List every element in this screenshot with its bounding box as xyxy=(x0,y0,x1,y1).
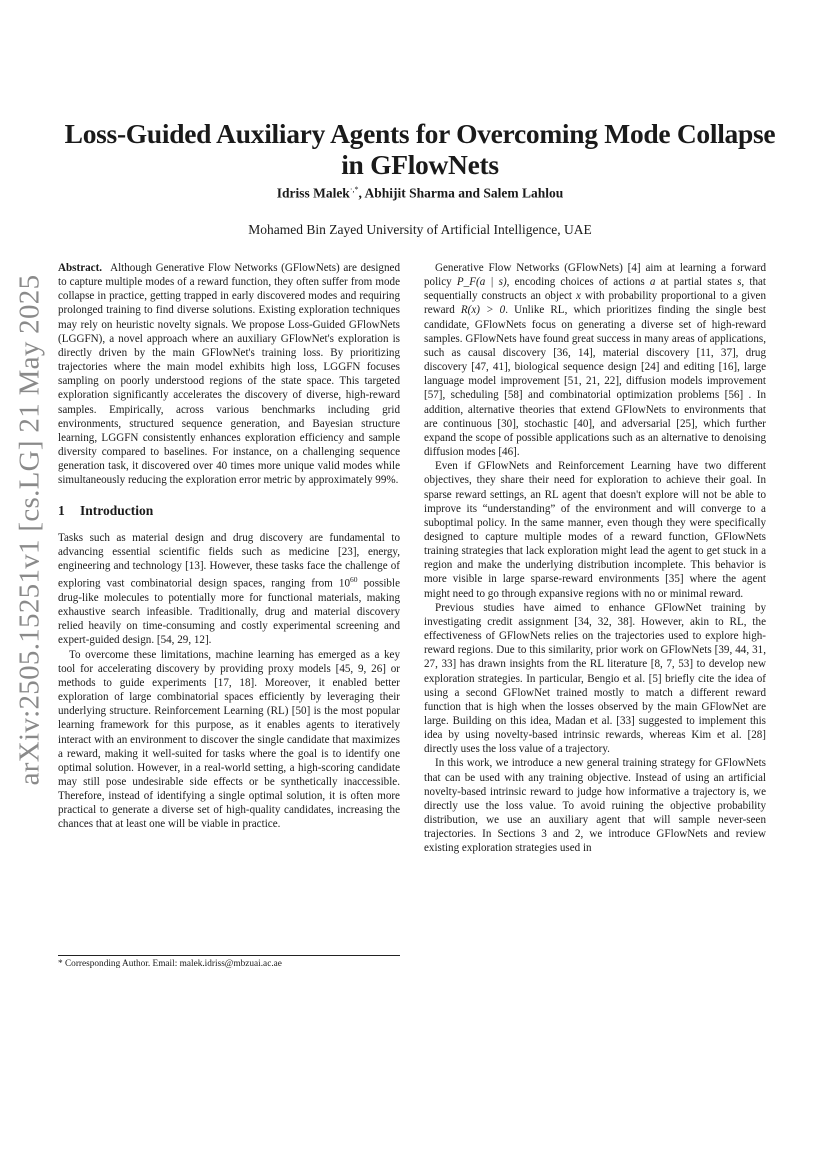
author-mark: ·,* xyxy=(349,185,359,194)
paragraph-text: at partial states xyxy=(655,276,738,289)
footnote-rule xyxy=(58,955,400,956)
abstract-label: Abstract. xyxy=(58,262,103,274)
intro-paragraph-2: To overcome these limitations, machine learning has emerged as a key tool for accelerating discovery by providing proxy models [45, 9, 26] or methods to guide experiments [17, 18]. Moreover, it enabled better exploration of large combinatorial spaces efficiently by leveraging their underlying structure. Reinforcement Learning (RL) [50] is the most popular learning framework for this purpose, as it enables agents to iteratively interact with an environment to discover the single candidate that maximizes a reward, making it well-suited for tasks where the goal is to identify one optimal solution. However, in a real-world setting, a high-scoring candidate may still pose undesirable side effects or be synthetically inaccessible. Therefore, instead of identifying a single optimal solution, it is often more practical to generate a diverse set of high-quality candidates, increasing the chances that at least one will be viable in practice. xyxy=(58,648,400,831)
first-author: Idriss Malek xyxy=(276,185,350,201)
author-list xyxy=(60,185,780,202)
intro-paragraph-5: Previous studies have aimed to enhance GFlowNet training by investigating credit assignment [34, 32, 38]. However, akin to RL, the effectiveness of GFlowNets relies on the trajectories used to explore high-reward regions. Due to this similarity, prior work on GFlowNets [39, 44, 31, 27, 33] has drawn insights from the RL literature [8, 7, 53] to develop new exploration strategies. In particular, Bengio et al. [5] briefly cite the idea of using a second GFlowNet trained mostly to match a different reward function that is high when the losses observed by the main GFlowNet are large. Building on this idea, Madan et al. [33] suggested to implement this idea by using novelty-based intrinsic rewards, whereas Kim et al. [28] directly uses the loss value of a trajectory. xyxy=(424,601,766,756)
paragraph-text: Tasks such as material design and drug discovery are fundamental to advancing essential scientific fields such as medicine [23], energy, engineering and technology [13]. However, these tasks face the challenge of exploring vast combinatorial design spaces, ranging from 10 xyxy=(58,531,400,590)
intro-paragraph-1 xyxy=(58,531,400,648)
section-heading-introduction xyxy=(58,504,400,518)
paragraph-text: possible drug-like molecules to potentially more for functional materials, making exhaustive search infeasible. Traditionally, drug and material discovery relied heavily on time-consuming and costly experimental screening and expert-guided design. [54, 29, 12]. xyxy=(58,577,400,647)
affiliation: Mohamed Bin Zayed University of Artificial Intelligence, UAE xyxy=(248,222,592,237)
section-number: 1 xyxy=(58,502,65,518)
paragraph-text: , encoding choices of actions xyxy=(506,276,650,289)
footnote: * Corresponding Author. Email: malek.idriss@mbzuai.ac.ae xyxy=(58,959,282,969)
section-title: Introduction xyxy=(80,502,154,518)
math-action: a xyxy=(649,276,656,289)
intro-paragraph-4: Even if GFlowNets and Reinforcement Learning have two different objectives, they share their need for exploration to achieve their goal. In sparse reward settings, an RL agent that doesn't explore will not be able to improve its “understanding” of the environment and will converge to a suboptimal policy. In the same manner, even though they were specifically designed to capture multiple modes of a reward function, GFlowNets training strategies that lack exploration might lead the agent to get stuck in a region and make the underlying distribution incomplete. This behavior is more visible in large sparse-reward environments [35] where the agent might need to go through expansive regions with no or minimal reward. xyxy=(424,460,766,600)
paragraph-text: Generative Flow Networks (GFlowNets) [4] aim at learning a forward policy xyxy=(424,262,766,289)
math-forward-policy: P_F(a | s) xyxy=(456,276,507,289)
right-column xyxy=(424,261,766,856)
intro-paragraph-3 xyxy=(424,261,766,459)
abstract-text: Although Generative Flow Networks (GFlowNets) are designed to capture multiple modes of a reward function, they often suffer from mode collapse in practice, getting trapped in early discovered modes and requiring prolonged training to find diverse solutions. Existing exploration techniques may rely on heuristic novelty signals. We propose Loss-Guided GFlowNets (LGGFN), a novel approach where an auxiliary GFlowNet's exploration is directly driven by the main GFlowNet's training loss. By prioritizing trajectories where the main model exhibits high loss, LGGFN focuses sampling on poorly understood regions of the state space. This targeted exploration significantly accelerates the discovery of diverse, high-reward samples. Empirically, across various benchmarks including grid environments, structured sequence generation, and Bayesian structure learning, LGGFN consistently enhances exploration efficiency and sample diversity compared to baselines. For instance, on a challenging sequence generation task, it discovered over 40 times more unique valid modes while simultaneously reducing the exploration error metric by approximately 99%. xyxy=(58,262,400,487)
paragraph-text: with probability proportional to a given reward xyxy=(424,290,766,317)
math-object: x xyxy=(575,290,581,303)
paper-title: Loss-Guided Auxiliary Agents for Overcoming Mode Collapse in GFlowNets xyxy=(64,118,776,180)
arxiv-identifier-stamp xyxy=(8,274,52,786)
left-column xyxy=(58,261,400,832)
arxiv-stamp-text: arXiv:2505.15251v1 [cs.LG] 21 May 2025 xyxy=(13,274,46,786)
math-reward: R(x) > 0 xyxy=(460,304,506,317)
paragraph-text: , that sequentially constructs an object xyxy=(424,276,766,303)
exponent: 60 xyxy=(350,575,358,585)
math-state: s xyxy=(737,276,742,289)
intro-paragraph-6: In this work, we introduce a new general training strategy for GFlowNets that can be used with any training objective. Instead of using an artificial novelty-based intrinsic reward to judge how informative a trajectory is, we directly use the loss value. To avoid ruining the objective probability distribution, we use an auxiliary agent that will sample never-seen trajectories. In Sections 3 and 2, we introduce GFlowNets and review existing exploration strategies used in xyxy=(424,757,766,855)
paragraph-text: . Unlike RL, which prioritizes finding the single best candidate, GFlowNets focus on generating a diverse set of high-reward samples. GFlowNets have found great success in many areas of applications, such as causal discovery [36, 14], material discovery [11, 37], drug discovery [47, 41], biological sequence design [24] and editing [16], large language model improvement [51, 21, 22], diffusion models improvement [57], scheduling [58] and combinatorial optimization problems [56] . In addition, alternative theories that extend GFlowNets to environments that are continuous [30], stochastic [40], and adversarial [25], which further expand the scope of possible applications such as an alternative to denoising diffusion modes [46]. xyxy=(424,304,766,459)
abstract xyxy=(58,261,400,488)
other-authors: , Abhijit Sharma and Salem Lahlou xyxy=(358,185,564,201)
